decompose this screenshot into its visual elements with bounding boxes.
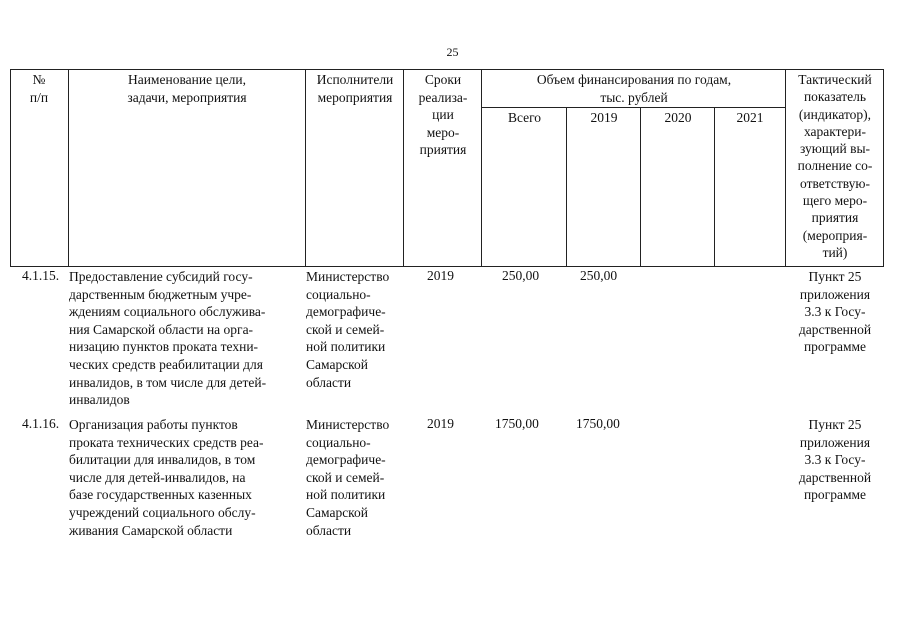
row-term: 2019	[427, 268, 454, 283]
header-col-number: № п/п	[29, 72, 49, 105]
header-col-2021: 2021	[736, 110, 764, 125]
header-col-funding: Объем финансирования по годам, тыс. рублей	[536, 72, 732, 105]
row-number: 4.1.16.	[22, 416, 60, 431]
row-executor: Министерство социально- демографиче- ской и семей- ной политики Самарской области	[306, 269, 390, 390]
header-col-2020: 2020	[664, 110, 692, 125]
header-col-total: Всего	[507, 110, 542, 125]
header-col-terms: Сроки реализа- ции меро- приятия	[418, 72, 468, 157]
row-2019: 1750,00	[576, 416, 620, 431]
row-name: Предоставление субсидий госу- дарственным бюджетным учре- ждениям социального обслужива- ния Самарской области на орга- низацию пунктов проката техни- ческих средств реабилитации для инвалидов, в том числе для детей- инвалидов	[69, 269, 267, 408]
row-indicator: Пункт 25 приложения 3.3 к Госу- дарственной программе	[798, 269, 872, 355]
row-total: 1750,00	[495, 416, 539, 431]
header-col-2019: 2019	[590, 110, 618, 125]
row-2019: 250,00	[580, 268, 618, 283]
header-col-indicator: Тактический показатель (индикатор), характери- зующий вы- полнение со- ответствую- щего меро- приятия (мероприя- тий)	[797, 72, 873, 260]
row-total: 250,00	[502, 268, 540, 283]
row-executor: Министерство социально- демографиче- ской и семей- ной политики Самарской области	[306, 417, 390, 538]
header-col-name: Наименование цели, задачи, мероприятия	[127, 72, 247, 105]
row-indicator: Пункт 25 приложения 3.3 к Госу- дарственной программе	[798, 417, 872, 503]
row-term: 2019	[427, 416, 454, 431]
page-number: 25	[446, 45, 459, 59]
row-number: 4.1.15.	[22, 268, 60, 283]
row-name: Организация работы пунктов проката технических средств реа- билитации для инвалидов, в том числе для детей-инвалидов, на базе государственных казенных учреждений социального обслу- живания Самарской области	[69, 417, 264, 538]
header-col-executors: Исполнители мероприятия	[316, 72, 394, 105]
